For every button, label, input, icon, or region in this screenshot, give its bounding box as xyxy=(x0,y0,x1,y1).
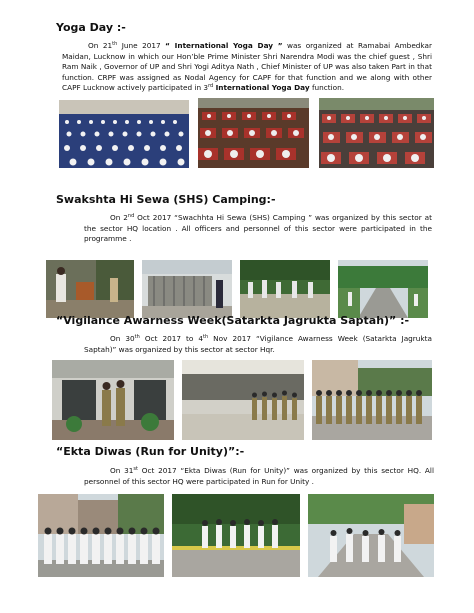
ekta-photo-2 xyxy=(172,494,300,577)
yoga-text-sup2: rd xyxy=(208,83,214,90)
vigilance-paragraph xyxy=(84,334,432,355)
ekta-text-post: Oct 2017 “Ekta Diwas (Run for Unity)” was organized by this sector HQ. All personnel of this sector HQ were participated in Run for Unity . xyxy=(84,466,434,486)
shs-camping-paragraph xyxy=(84,213,432,245)
vigilance-text-post: Nov 2017 “Vigilance Awarness Week (Satarkta Jagrukta Saptah)” was organized by this sector at sector Hqr. xyxy=(84,334,432,354)
ekta-photo-1 xyxy=(38,494,164,577)
yoga-text-sup: th xyxy=(112,41,118,47)
shs-camping-heading: Swakshta Hi Sewa (SHS) Camping:- xyxy=(56,193,276,206)
vigilance-text-pre: On 30 xyxy=(110,334,135,343)
ekta-diwas-paragraph xyxy=(84,466,434,487)
ekta-diwas-heading: “Ekta Diwas (Run for Unity)”:- xyxy=(56,445,245,458)
vigilance-photo-2 xyxy=(182,360,304,440)
yoga-photo-3 xyxy=(319,98,434,168)
yoga-text-tail-bold: International Yoga Day xyxy=(215,83,310,93)
ekta-text-pre: On 31 xyxy=(110,466,134,475)
yoga-photo-1 xyxy=(59,100,189,168)
vigilance-text-mid: Oct 2017 to 4 xyxy=(139,334,204,343)
yoga-day-paragraph xyxy=(62,41,432,94)
shs-text-post: Oct 2017 “Swachhta Hi Sewa (SHS) Camping ” was organized by this sector at the sector HQ location . All officers and personnel of this sector were participated in the programme . xyxy=(84,213,432,244)
yoga-photo-2 xyxy=(198,98,309,168)
shs-photo-4 xyxy=(338,260,428,318)
vigilance-photo-3 xyxy=(312,360,432,440)
yoga-text-tail: function. xyxy=(309,83,345,93)
shs-text-pre: On 2 xyxy=(110,213,128,222)
ekta-text-sup: st xyxy=(133,466,138,472)
vigilance-photo-1 xyxy=(52,360,174,440)
yoga-day-heading: Yoga Day :- xyxy=(56,21,126,34)
yoga-text-mid: June 2017 xyxy=(117,41,166,50)
yoga-text-post: was organized at Ramabai Ambedkar Maidan, Lucknow in which our Hon’ble Prime Minister Shri Narendra Modi was the chief guest , Shri Ram Naik , Governor of UP and Shri Yogi Aditya Nath , Chief Minister of UP was also taken Part in that function. CRPF was assigned as Nodal Agency for CAPF for that function and we along with other CAPF Lucknow actively participated in 3 xyxy=(62,41,433,93)
vigilance-text-sup2: th xyxy=(203,334,209,340)
ekta-photo-3 xyxy=(308,494,434,577)
yoga-text-bold: “ International Yoga Day ” xyxy=(165,41,283,50)
shs-photo-1 xyxy=(46,260,134,318)
shs-photo-2 xyxy=(142,260,232,318)
shs-photo-3 xyxy=(240,260,330,318)
vigilance-text-sup: th xyxy=(134,334,140,340)
shs-text-sup: nd xyxy=(127,213,135,219)
yoga-text-pre: On 21 xyxy=(88,41,113,50)
vigilance-heading: “Vigilance Awarness Week(Satarkta Jagrukta Saptah)” :- xyxy=(56,314,410,327)
